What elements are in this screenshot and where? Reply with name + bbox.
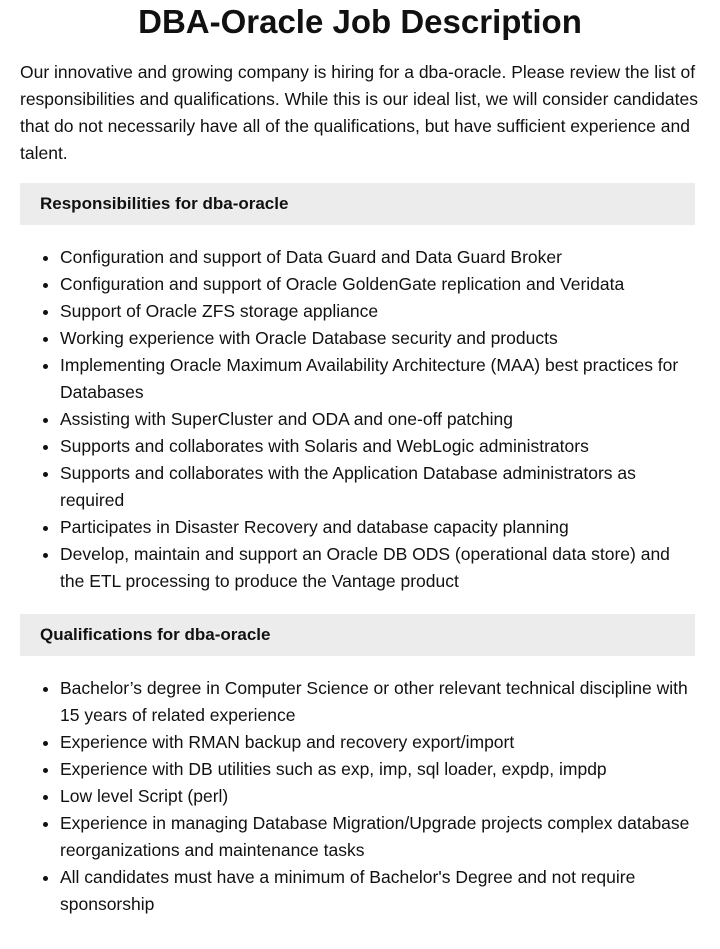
list-item: • Configuration and support of Oracle GoldenGate replication and Veridata <box>60 271 695 298</box>
list-item: • Support of Oracle ZFS storage appliance <box>60 298 695 325</box>
list-item: • Experience with RMAN backup and recovery export/import <box>60 729 695 756</box>
list-item: • Bachelor’s degree in Computer Science or other relevant technical discipline with 15 years of related experience <box>60 675 695 729</box>
list-item: • Assisting with SuperCluster and ODA and one-off patching <box>60 406 695 433</box>
responsibilities-heading: Responsibilities for dba-oracle <box>20 183 695 225</box>
list-item: • Experience in managing Database Migration/Upgrade projects complex database reorganizations and maintenance tasks <box>60 810 695 864</box>
qualifications-heading: Qualifications for dba-oracle <box>20 614 695 656</box>
page-title: DBA-Oracle Job Description <box>138 3 582 40</box>
responsibilities-list <box>20 244 695 595</box>
list-item: • Participates in Disaster Recovery and database capacity planning <box>60 514 695 541</box>
list-item: • Working experience with Oracle Database security and products <box>60 325 695 352</box>
list-item: • All candidates must have a minimum of Bachelor's Degree and not require sponsorship <box>60 864 695 918</box>
intro-paragraph: Our innovative and growing company is hiring for a dba-oracle. Please review the list of responsibilities and qualifications. While this is our ideal list, we will consider candidates that do not necessarily have all of the qualifications, but have sufficient experience and talent. <box>20 62 698 163</box>
list-item: • Supports and collaborates with the Application Database administrators as required <box>60 460 695 514</box>
qualifications-list <box>20 675 695 918</box>
list-item: • Develop, maintain and support an Oracle DB ODS (operational data store) and the ETL processing to produce the Vantage product <box>60 541 695 595</box>
list-item: • Configuration and support of Data Guard and Data Guard Broker <box>60 244 695 271</box>
list-item: • Low level Script (perl) <box>60 783 695 810</box>
list-item: • Supports and collaborates with Solaris and WebLogic administrators <box>60 433 695 460</box>
list-item: • Experience with DB utilities such as exp, imp, sql loader, expdp, impdp <box>60 756 695 783</box>
list-item: • Implementing Oracle Maximum Availability Architecture (MAA) best practices for Databases <box>60 352 695 406</box>
